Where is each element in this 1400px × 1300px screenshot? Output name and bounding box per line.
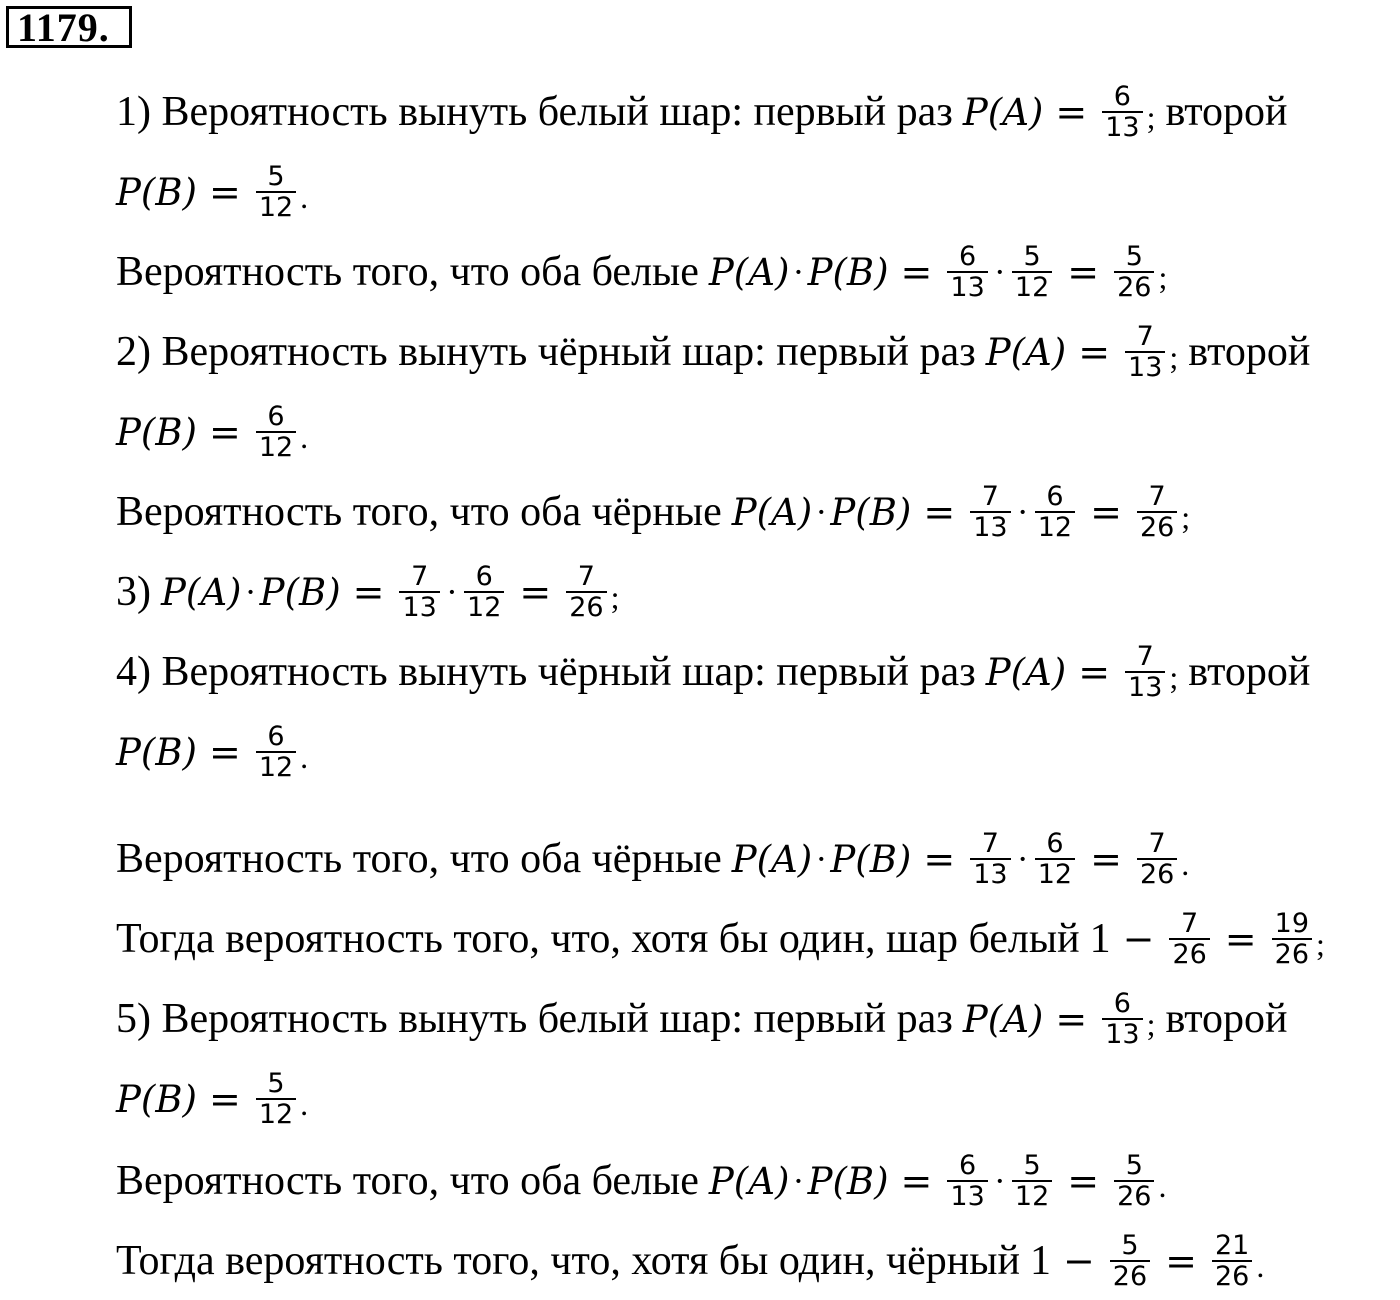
line-6-eq-2: = <box>1090 490 1122 534</box>
line-7-eq-2: = <box>519 570 552 614</box>
line-10-fraction-2: $\frac{6}{12}$ <box>1035 829 1075 889</box>
line-6-result: $\frac{7}{26}$ <box>1137 482 1177 542</box>
line-10-result: $\frac{7}{26}$ <box>1137 829 1177 889</box>
line-13-tail: . <box>300 1086 309 1122</box>
line-4-after: второй <box>1188 329 1311 375</box>
line-3-eq-2: = <box>1067 250 1100 294</box>
line-3-dot-2: · <box>994 253 1005 291</box>
line-14-eq: = <box>900 1159 933 1203</box>
line-5 <box>116 402 308 462</box>
line-1-after: второй <box>1165 89 1288 135</box>
line-3-fraction-1: $\frac{6}{13}$ <box>947 242 987 302</box>
line-14-tail: . <box>1158 1168 1167 1204</box>
line-6-tail: ; <box>1181 499 1191 535</box>
line-12-pa: P(A) <box>962 997 1044 1041</box>
line-7-pb: P(B) <box>259 570 341 614</box>
line-11-tail: ; <box>1316 926 1325 962</box>
line-6-dot-2: · <box>1017 493 1028 531</box>
line-13-pb: P(B) <box>116 1077 197 1121</box>
line-15-tail: . <box>1256 1248 1265 1284</box>
line-14-fraction-1: $\frac{6}{13}$ <box>947 1151 987 1211</box>
line-14-pb: P(B) <box>807 1159 889 1203</box>
line-1-text: 1) Вероятность вынуть белый шар: первый раз <box>116 89 953 135</box>
line-11-minus: − <box>1122 917 1155 961</box>
line-4-fraction: $\frac{7}{13}$ <box>1125 322 1165 382</box>
line-3-tail: ; <box>1158 259 1168 295</box>
line-2-fraction: $\frac{5}{12}$ <box>256 162 296 222</box>
line-7-text: 3) <box>116 569 151 615</box>
line-1-tail: ; <box>1146 99 1156 135</box>
line-14-dot: · <box>793 1162 804 1200</box>
line-10-eq-2: = <box>1090 837 1122 881</box>
line-1-eq: = <box>1055 90 1088 134</box>
line-3-pb: P(B) <box>807 250 889 294</box>
line-4 <box>116 322 1310 382</box>
line-9 <box>116 722 308 782</box>
line-7-fraction-1: $\frac{7}{13}$ <box>399 562 439 622</box>
line-12 <box>116 989 1288 1049</box>
line-7-tail: ; <box>610 579 620 615</box>
line-1 <box>116 82 1288 142</box>
line-8-text: 4) Вероятность вынуть чёрный шар: первый раз <box>116 649 976 695</box>
line-2-tail: . <box>300 179 309 215</box>
line-8 <box>116 642 1310 702</box>
line-5-pb: P(B) <box>116 410 197 454</box>
line-15-text: Тогда вероятность того, что, хотя бы один, чёрный <box>116 1238 1020 1284</box>
line-3-text: Вероятность того, что оба белые <box>116 249 699 295</box>
line-11-eq: = <box>1224 917 1257 961</box>
line-6 <box>116 482 1190 542</box>
line-8-after: второй <box>1188 649 1311 695</box>
line-14-fraction-2: $\frac{5}{12}$ <box>1012 1151 1052 1211</box>
line-10-text: Вероятность того, что оба чёрные <box>116 836 722 882</box>
line-12-text: 5) Вероятность вынуть белый шар: первый раз <box>116 996 953 1042</box>
line-3-fraction-2: $\frac{5}{12}$ <box>1012 242 1052 302</box>
line-11 <box>116 909 1325 969</box>
line-3-dot: · <box>793 253 804 291</box>
line-8-tail: ; <box>1169 659 1179 695</box>
line-15-result: $\frac{21}{26}$ <box>1212 1231 1252 1291</box>
line-14-dot-2: · <box>994 1162 1005 1200</box>
line-6-text: Вероятность того, что оба чёрные <box>116 489 722 535</box>
line-13-fraction: $\frac{5}{12}$ <box>256 1069 296 1129</box>
line-6-fraction-1: $\frac{7}{13}$ <box>970 482 1010 542</box>
line-7-dot: · <box>245 573 256 611</box>
line-7-eq: = <box>352 570 385 614</box>
line-6-pa: P(A) <box>731 490 813 534</box>
line-15-one: 1 <box>1029 1238 1051 1284</box>
line-6-dot: · <box>816 493 827 531</box>
line-14 <box>116 1151 1166 1211</box>
line-12-tail: ; <box>1146 1006 1156 1042</box>
line-3-pa: P(A) <box>708 250 790 294</box>
line-6-eq: = <box>923 490 956 534</box>
line-14-eq-2: = <box>1067 1159 1100 1203</box>
line-10-fraction-1: $\frac{7}{13}$ <box>970 829 1010 889</box>
line-12-eq: = <box>1055 997 1088 1041</box>
line-2-pb: P(B) <box>116 170 197 214</box>
line-15 <box>116 1231 1264 1291</box>
line-5-tail: . <box>300 419 309 455</box>
line-8-eq: = <box>1078 650 1111 694</box>
line-7-dot-2: · <box>446 573 458 611</box>
line-15-fraction: $\frac{5}{26}$ <box>1110 1231 1150 1291</box>
line-14-result: $\frac{5}{26}$ <box>1114 1151 1154 1211</box>
line-15-eq: = <box>1165 1239 1197 1283</box>
line-11-fraction: $\frac{7}{26}$ <box>1169 909 1209 969</box>
line-10-eq: = <box>923 837 956 881</box>
line-10-tail: . <box>1181 846 1190 882</box>
line-5-fraction: $\frac{6}{12}$ <box>256 402 296 462</box>
line-1-fraction: $\frac{6}{13}$ <box>1102 82 1142 142</box>
line-7-pa: P(A) <box>161 570 242 614</box>
line-4-tail: ; <box>1169 339 1179 375</box>
line-4-text: 2) Вероятность вынуть чёрный шар: первый раз <box>116 329 976 375</box>
line-1-pa: P(A) <box>962 90 1044 134</box>
line-12-after: второй <box>1165 996 1288 1042</box>
line-3-result: $\frac{5}{26}$ <box>1114 242 1154 302</box>
line-10-dot-2: · <box>1017 840 1028 878</box>
line-9-eq: = <box>208 730 241 774</box>
line-10-pb: P(B) <box>830 837 912 881</box>
line-10-dot: · <box>816 840 827 878</box>
line-12-fraction: $\frac{6}{13}$ <box>1102 989 1142 1049</box>
line-9-tail: . <box>300 739 309 775</box>
line-2-eq: = <box>208 170 241 214</box>
line-9-pb: P(B) <box>116 730 197 774</box>
line-14-pa: P(A) <box>708 1159 790 1203</box>
line-4-eq: = <box>1078 330 1111 374</box>
line-11-result: $\frac{19}{26}$ <box>1272 909 1312 969</box>
line-6-fraction-2: $\frac{6}{12}$ <box>1035 482 1075 542</box>
line-7-fraction-2: $\frac{6}{12}$ <box>464 562 504 622</box>
line-3-eq: = <box>900 250 933 294</box>
line-8-pa: P(A) <box>985 650 1067 694</box>
line-4-pa: P(A) <box>985 330 1067 374</box>
line-14-text: Вероятность того, что оба белые <box>116 1158 699 1204</box>
line-13-eq: = <box>208 1077 241 1121</box>
task-number: 1179. <box>6 6 132 48</box>
line-7 <box>116 562 619 622</box>
line-6-pb: P(B) <box>830 490 912 534</box>
line-5-eq: = <box>208 410 241 454</box>
line-8-fraction: $\frac{7}{13}$ <box>1125 642 1165 702</box>
line-7-result: $\frac{7}{26}$ <box>566 562 606 622</box>
line-3 <box>116 242 1167 302</box>
line-9-fraction: $\frac{6}{12}$ <box>256 722 296 782</box>
line-11-one: 1 <box>1089 916 1111 962</box>
line-11-text: Тогда вероятность того, что, хотя бы один, шар белый <box>116 916 1080 962</box>
line-10 <box>116 829 1189 889</box>
line-15-minus: − <box>1062 1239 1095 1283</box>
line-2 <box>116 162 308 222</box>
line-10-pa: P(A) <box>731 837 813 881</box>
line-13 <box>116 1069 308 1129</box>
